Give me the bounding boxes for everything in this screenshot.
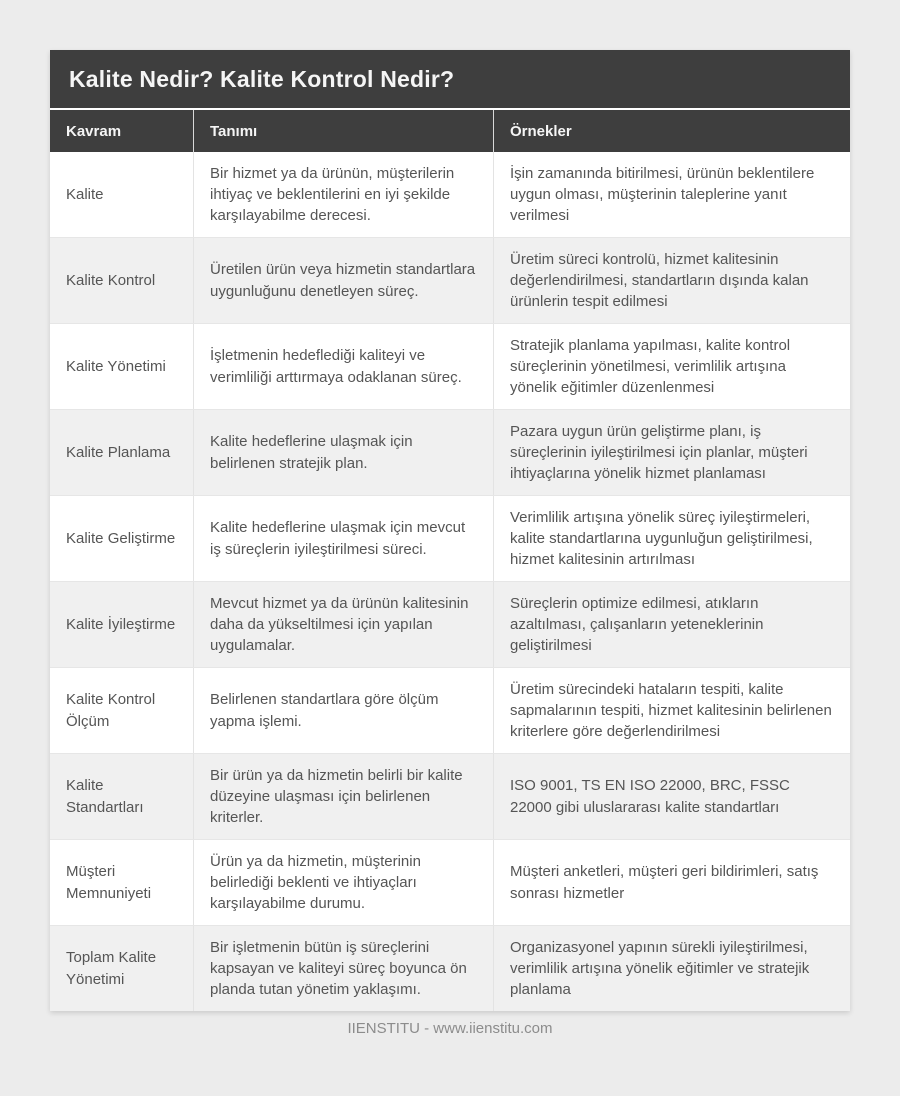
cell-ornekler: ISO 9001, TS EN ISO 22000, BRC, FSSC 22000 gibi uluslararası kalite standartları [493, 754, 850, 839]
title-bar [50, 50, 850, 108]
cell-tanim: İşletmenin hedeflediği kaliteyi ve verimliliği arttırmaya odaklanan süreç. [193, 324, 493, 409]
cell-kavram: Kalite Standartları [66, 777, 144, 816]
cell-kavram: Kalite İyileştirme [66, 615, 176, 633]
cell-kavram: Kalite [66, 185, 104, 203]
cell-ornekler: İşin zamanında bitirilmesi, ürünün beklentilere uygun olması, müşterinin taleplerine yanıt verilmesi [493, 152, 850, 237]
cell-kavram: Kalite Kontrol [66, 271, 156, 289]
column-header-ornekler: Örnekler [493, 110, 850, 152]
page-title: Kalite Nedir? Kalite Kontrol Nedir? [69, 65, 455, 92]
cell-kavram: Müşteri Memnuniyeti [66, 863, 152, 902]
table-row [50, 323, 850, 409]
cell-ornekler: Organizasyonel yapının sürekli iyileştirilmesi, verimlilik artışına yönelik eğitimler ve stratejik planlama [493, 926, 850, 1011]
table-row [50, 409, 850, 495]
cell-ornekler: Süreçlerin optimize edilmesi, atıkların azaltılması, çalışanların yeteneklerinin geliştirilmesi [493, 582, 850, 667]
table-row [50, 839, 850, 925]
table-row [50, 495, 850, 581]
cell-tanim: Üretilen ürün veya hizmetin standartlara uygunluğunu denetleyen süreç. [193, 238, 493, 323]
cell-kavram: Kalite Kontrol Ölçüm [66, 691, 156, 730]
cell-tanim: Belirlenen standartlara göre ölçüm yapma işlemi. [193, 668, 493, 753]
cell-kavram: Toplam Kalite Yönetimi [66, 949, 157, 988]
column-header-tanimi: Tanımı [193, 110, 493, 152]
footer-credit: IIENSTITU - www.iienstitu.com [347, 1020, 553, 1037]
cell-kavram: Kalite Yönetimi [66, 357, 166, 375]
cell-tanim: Bir hizmet ya da ürünün, müşterilerin ihtiyaç ve beklentilerini en iyi şekilde karşılayabilme derecesi. [193, 152, 493, 237]
cell-ornekler: Üretim süreci kontrolü, hizmet kalitesinin değerlendirilmesi, standartların dışında kalan ürünlerin tespit edilmesi [493, 238, 850, 323]
cell-kavram: Kalite Geliştirme [66, 529, 176, 547]
cell-ornekler: Pazara uygun ürün geliştirme planı, iş süreçlerinin iyileştirilmesi için planlar, müşteri ihtiyaçlarına yönelik hizmet planlaması [493, 410, 850, 495]
table-row [50, 152, 850, 237]
cell-ornekler: Verimlilik artışına yönelik süreç iyileştirmeleri, kalite standartlarına uygunluğun geliştirilmesi, hizmet kalitesinin artırılması [493, 496, 850, 581]
table-header-row [50, 110, 850, 152]
table-row [50, 581, 850, 667]
table-row [50, 667, 850, 753]
cell-tanim: Bir işletmenin bütün iş süreçlerini kapsayan ve kaliteyi süreç boyunca ön planda tutan yönetim yaklaşımı. [193, 926, 493, 1011]
cell-tanim: Kalite hedeflerine ulaşmak için mevcut iş süreçlerin iyileştirilmesi süreci. [193, 496, 493, 581]
cell-ornekler: Üretim sürecindeki hataların tespiti, kalite sapmalarının tespiti, hizmet kalitesinin belirlenen kriterlere göre değerlendirilmesi [493, 668, 850, 753]
content-card [50, 50, 850, 1011]
cell-ornekler: Stratejik planlama yapılması, kalite kontrol süreçlerinin yönetilmesi, verimlilik artışına yönelik eğitimler düzenlenmesi [493, 324, 850, 409]
cell-tanim: Ürün ya da hizmetin, müşterinin belirlediği beklenti ve ihtiyaçları karşılayabilme durumu. [193, 840, 493, 925]
cell-kavram: Kalite Planlama [66, 443, 171, 461]
cell-tanim: Mevcut hizmet ya da ürünün kalitesinin daha da yükseltilmesi için yapılan uygulamalar. [193, 582, 493, 667]
column-header-kavram: Kavram [66, 122, 122, 140]
table-row [50, 925, 850, 1011]
table-body [50, 152, 850, 1011]
cell-tanim: Bir ürün ya da hizmetin belirli bir kalite düzeyine ulaşması için belirlenen kriterler. [193, 754, 493, 839]
cell-ornekler: Müşteri anketleri, müşteri geri bildirimleri, satış sonrası hizmetler [493, 840, 850, 925]
table-row [50, 753, 850, 839]
table-row [50, 237, 850, 323]
cell-tanim: Kalite hedeflerine ulaşmak için belirlenen stratejik plan. [193, 410, 493, 495]
